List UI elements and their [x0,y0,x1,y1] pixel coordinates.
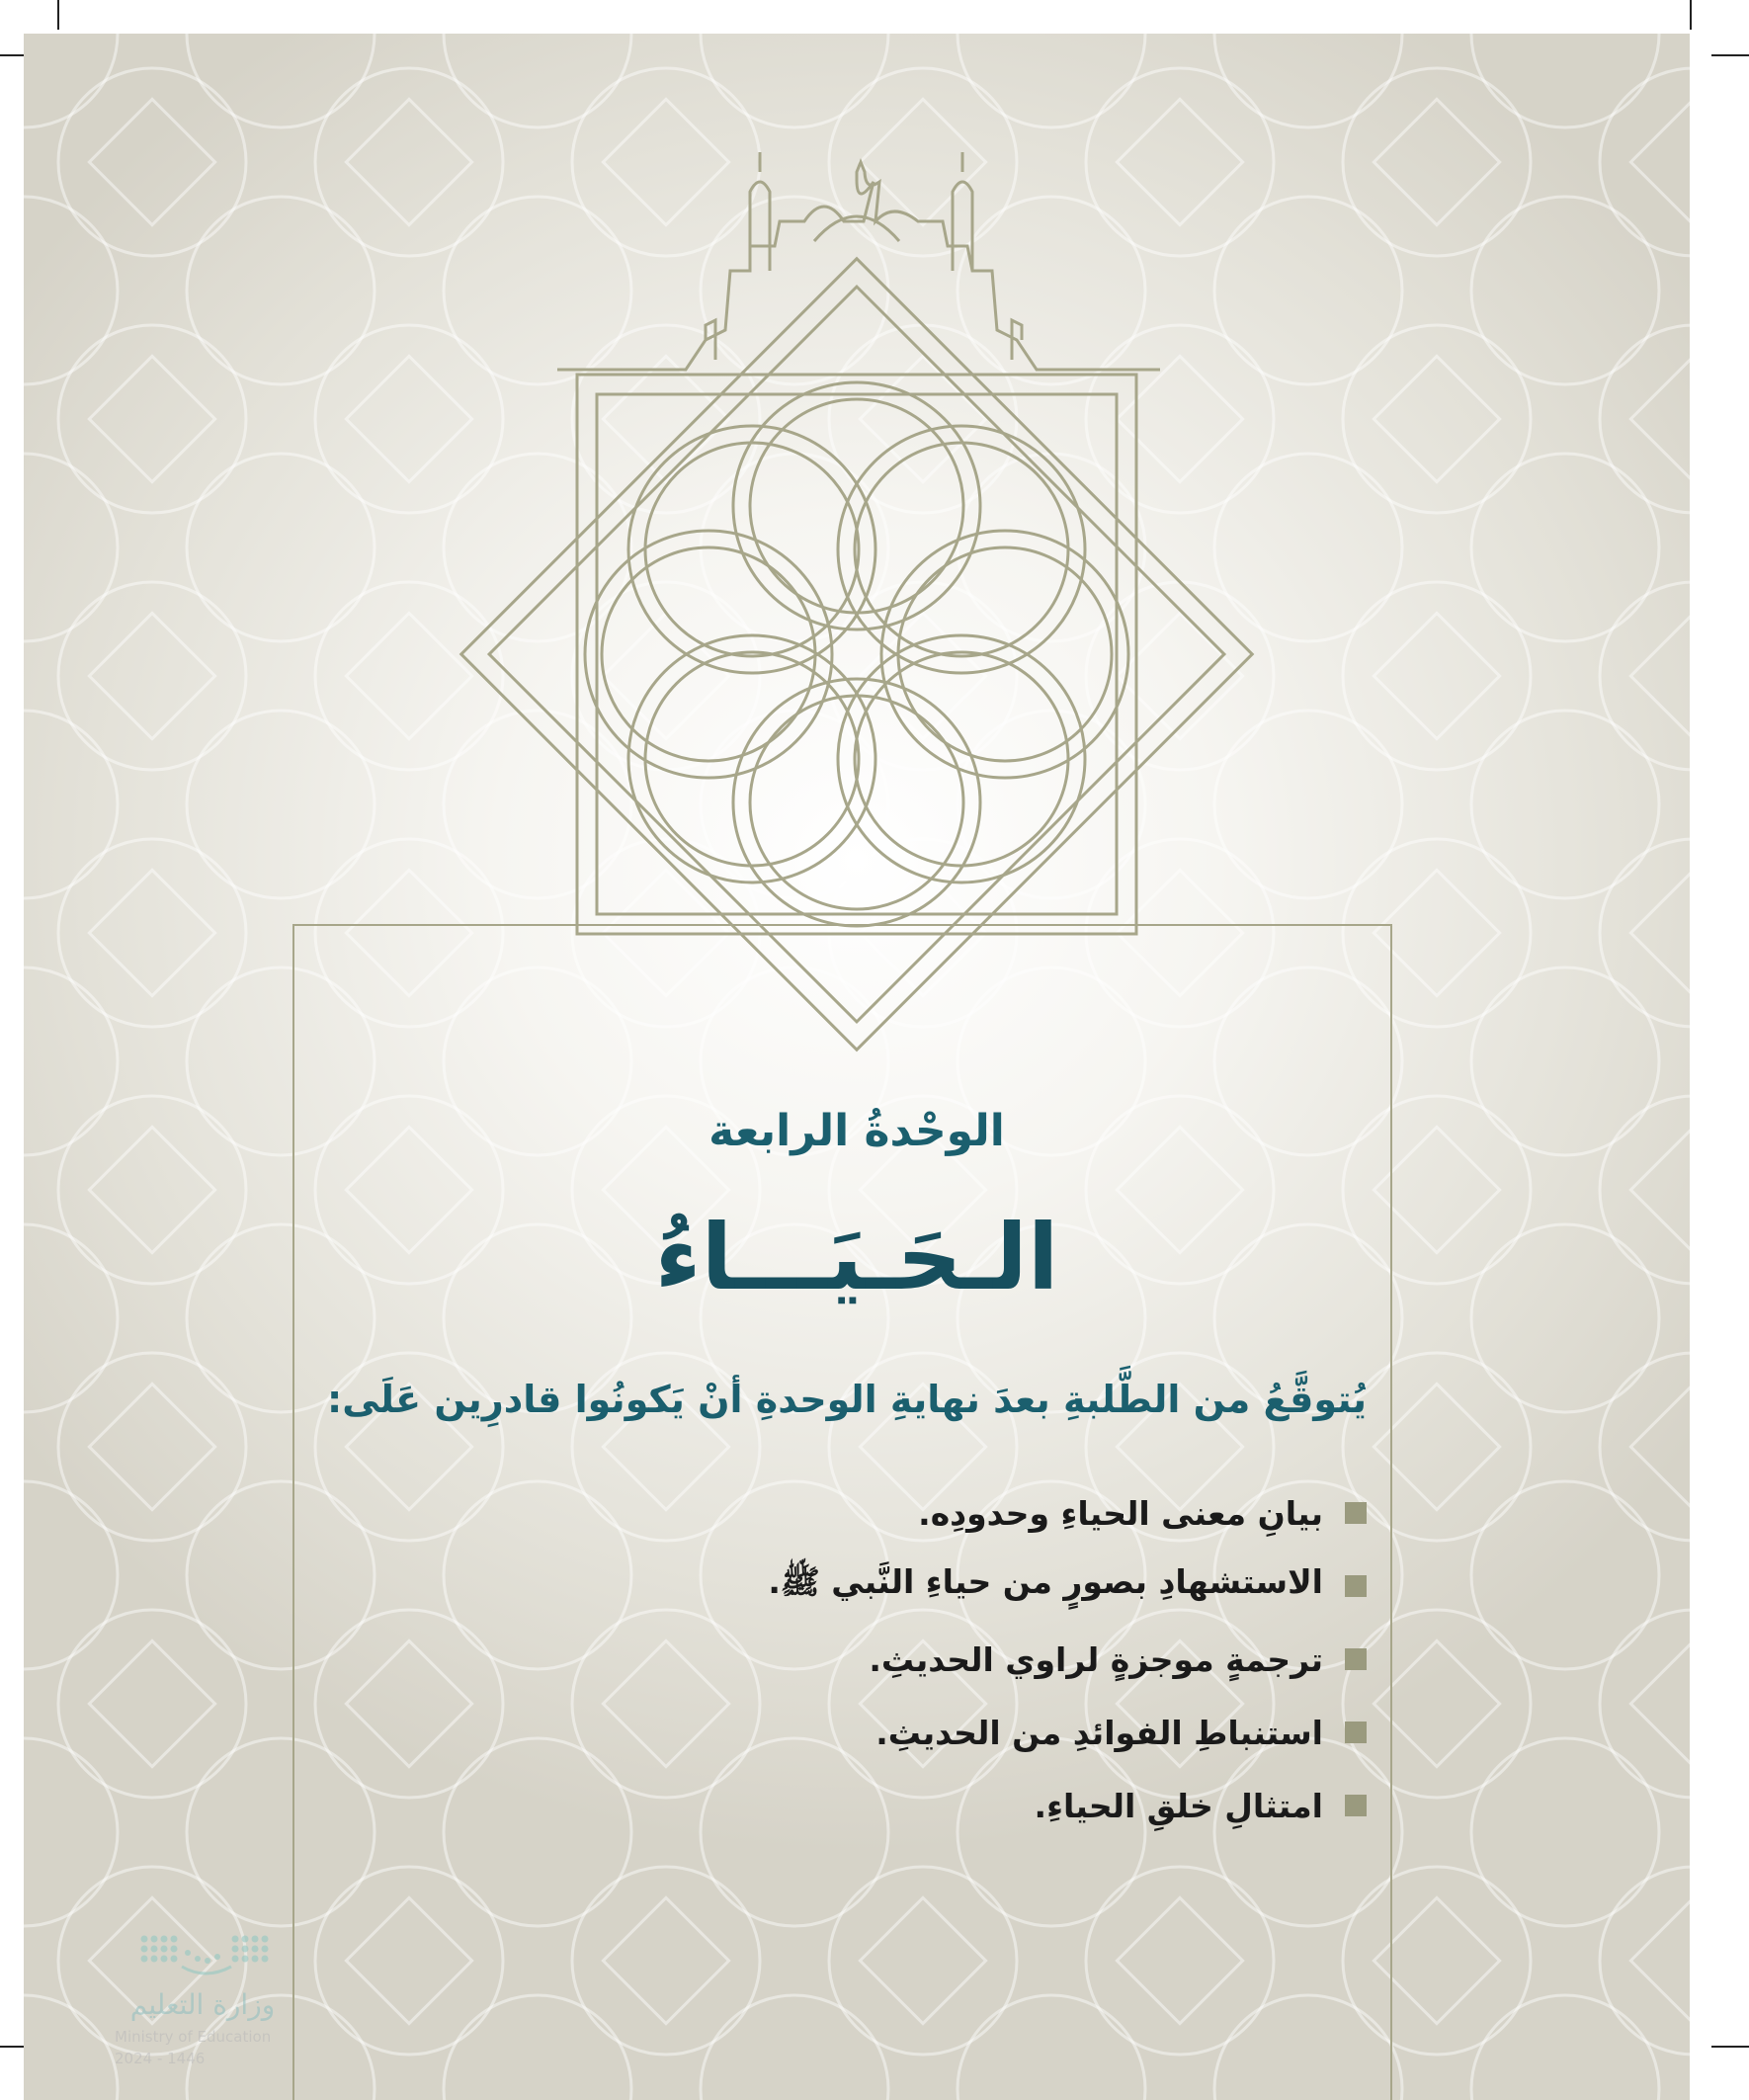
ministry-logo [115,1931,292,2079]
trim-mark-bottom-right [1711,2046,1749,2048]
square-bullet-icon [1345,1502,1367,1524]
trim-mark-top-left-v [57,0,59,30]
objective-text: بيانِ معنى الحياءِ وحدودِه. [918,1493,1323,1533]
objective-text: استنباطِ الفوائدِ من الحديثِ. [875,1713,1323,1752]
list-item [280,1476,1367,1550]
objective-text: امتثالِ خلقِ الحياءِ. [1034,1786,1323,1825]
learning-outcomes-intro: يُتوقَّعُ من الطَّلبةِ بعدَ نهايةِ الوحدةِ أنْ يَكونُوا قادرِين عَلَى: [327,1378,1367,1421]
square-bullet-icon [1345,1795,1367,1816]
square-bullet-icon [1345,1722,1367,1743]
square-bullet-icon [1345,1575,1367,1597]
ministry-logo-icon [136,1931,275,1982]
objective-text: ترجمةٍ موجزةٍ لراوي الحديثِ. [869,1639,1323,1679]
unit-title: الـحَـيَـــاءُ [654,1205,1059,1310]
unit-label: الوحْدةُ الرابعة [708,1106,1005,1156]
trim-mark-top-right [1711,54,1749,56]
ministry-name-en: Ministry of Education [115,2028,272,2046]
unit-cover-page [24,34,1690,2100]
ministry-year: 2024 - 1446 [115,2050,206,2067]
list-item [280,1696,1367,1769]
list-item [280,1550,1367,1623]
list-item [280,1623,1367,1696]
square-bullet-icon [1345,1648,1367,1670]
learning-objectives-list [280,1476,1367,1842]
ministry-name-ar: وزارة التعليم [129,1988,276,2021]
objective-text: الاستشهادِ بصورٍ من حياءِ النَّبي ﷺ. [768,1562,1323,1601]
list-item [280,1769,1367,1842]
trim-mark-top-right-v [1690,0,1692,30]
